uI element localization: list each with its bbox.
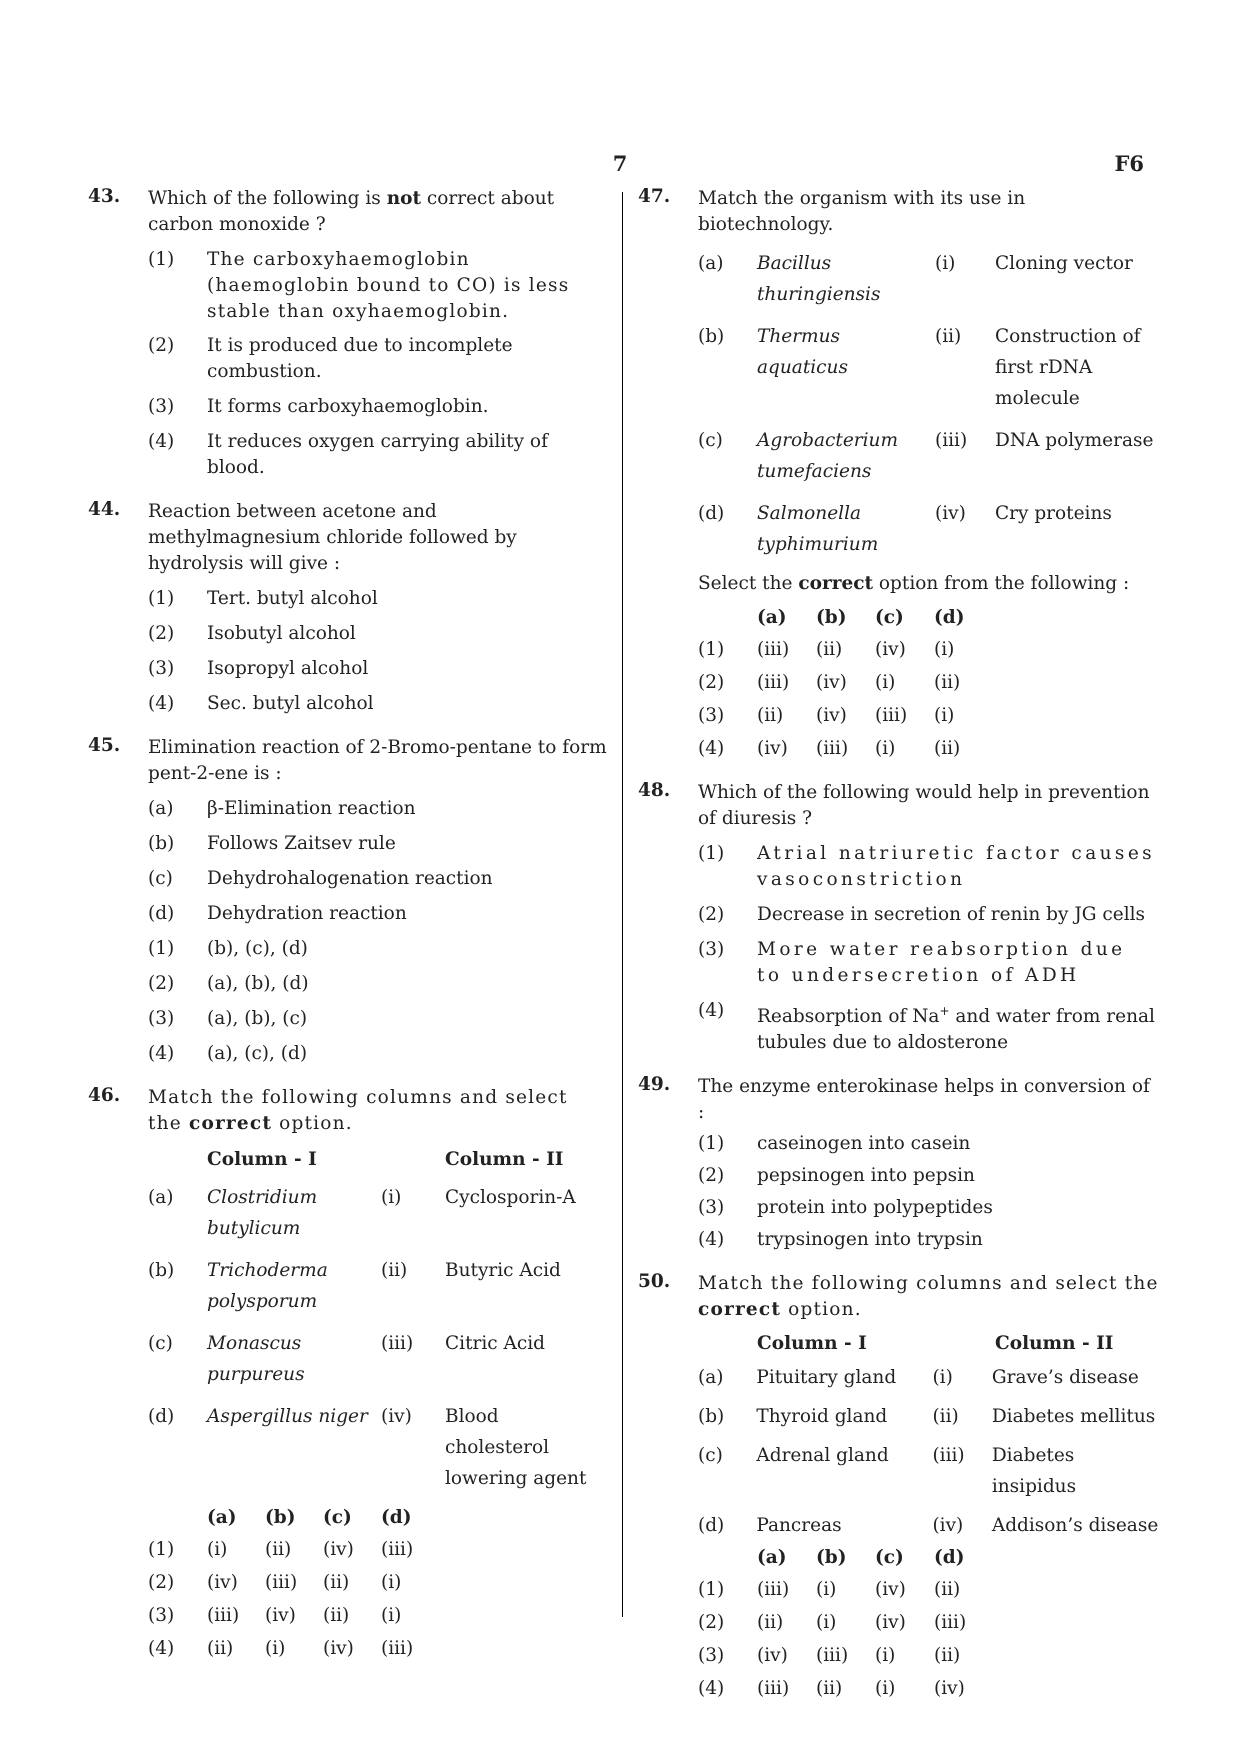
- match-left: Salmonella typhimurium: [757, 503, 879, 555]
- statement: [148, 866, 608, 892]
- option-label: (1): [698, 843, 725, 864]
- stem-emphasis: not: [386, 188, 422, 209]
- answer-option[interactable]: [698, 736, 1160, 762]
- answer-cell: (ii): [265, 1539, 292, 1560]
- match-right: Blood cholesterol lowering agent: [445, 1406, 587, 1489]
- question-stem: Which of the following would help in prevention of diuresis ?: [698, 782, 1150, 829]
- answer-col-header: (c): [875, 1547, 904, 1569]
- option-label: (1): [148, 249, 175, 270]
- option[interactable]: [148, 247, 608, 325]
- answer-col-header: (a): [207, 1507, 237, 1528]
- option[interactable]: [148, 429, 608, 481]
- option[interactable]: [698, 841, 1160, 893]
- answer-cell: (iv): [323, 1638, 354, 1659]
- stem-text: Match the following columns and select the: [148, 1087, 568, 1134]
- answer-option[interactable]: [698, 670, 1160, 696]
- statement-label: (a): [148, 798, 174, 819]
- match-right: Diabetes insipidus: [991, 1445, 1077, 1498]
- option-text: It forms carboxyhaemoglobin.: [207, 396, 489, 417]
- answer-grid: [698, 1545, 1160, 1702]
- statement-label: (d): [148, 903, 175, 924]
- answer-cell: (ii): [816, 1678, 843, 1700]
- option-text: caseinogen into casein: [757, 1133, 971, 1155]
- match-row: [698, 498, 1160, 560]
- match-row: [698, 321, 1160, 414]
- option-label: (2): [698, 672, 725, 693]
- question-47: [638, 186, 1160, 762]
- answer-cell: (iv): [757, 1645, 788, 1667]
- question-stem: [698, 1271, 1160, 1323]
- match-row: [698, 1510, 1160, 1541]
- answer-cell: (iii): [757, 672, 790, 693]
- question-stem: Reaction between acetone and methylmagnesium chloride followed by hydrolysis will give :: [148, 501, 517, 574]
- answer-option[interactable]: [148, 1570, 608, 1596]
- match-roman: (iv): [935, 503, 966, 524]
- match-row-label: (c): [148, 1333, 173, 1354]
- answer-cell: (i): [934, 639, 955, 660]
- answer-cell: (ii): [323, 1572, 350, 1593]
- answer-col-header: (c): [875, 607, 904, 628]
- option-text: Decrease in secretion of renin by JG cells: [757, 904, 1146, 925]
- answer-option[interactable]: [148, 1636, 608, 1662]
- match-roman: (iv): [381, 1406, 412, 1427]
- answer-cell: (i): [816, 1612, 837, 1634]
- option-label: (2): [148, 623, 175, 644]
- answer-grid: [148, 1505, 608, 1662]
- instruction-text: option from the following :: [873, 573, 1130, 594]
- left-column: [88, 186, 608, 1676]
- match-roman: (i): [932, 1367, 953, 1389]
- question-number: 46.: [88, 1085, 121, 1106]
- answer-cell: (iii): [381, 1638, 414, 1659]
- option[interactable]: [148, 621, 608, 647]
- option-label: (2): [698, 1612, 725, 1634]
- answer-cell: (i): [381, 1605, 402, 1626]
- match-row: [698, 248, 1160, 310]
- answer-cell: (ii): [934, 1645, 961, 1667]
- match-left: Bacillus thuringiensis: [757, 253, 881, 305]
- option-label: (3): [698, 939, 725, 960]
- answer-cell: (iv): [323, 1539, 354, 1560]
- match-row: [698, 425, 1160, 487]
- stem-text: correct about carbon monoxide ?: [148, 188, 555, 235]
- statement-text: Dehydrohalogenation reaction: [207, 868, 493, 889]
- answer-option[interactable]: [698, 703, 1160, 729]
- answer-cell: (iv): [875, 639, 906, 660]
- match-row: [698, 1401, 1160, 1432]
- page-number: 7: [612, 151, 628, 176]
- option-label: (4): [148, 1638, 175, 1659]
- option[interactable]: [148, 394, 608, 420]
- column-1-header: Column - I: [207, 1149, 317, 1170]
- match-roman: (iii): [381, 1333, 414, 1354]
- match-row: [698, 1440, 1160, 1502]
- match-right: Grave’s disease: [991, 1367, 1139, 1389]
- match-table: [698, 1362, 1160, 1541]
- match-right: Citric Acid: [445, 1333, 545, 1354]
- match-left: Monascus purpureus: [207, 1333, 305, 1385]
- match-roman: (ii): [935, 326, 962, 347]
- option[interactable]: [698, 1227, 1160, 1253]
- option-label: (4): [698, 1678, 725, 1700]
- answer-option[interactable]: [148, 1537, 608, 1563]
- answer-cell: (ii): [757, 705, 784, 726]
- match-right: DNA polymerase: [995, 430, 1154, 451]
- match-roman: (iii): [935, 430, 968, 451]
- option-text: (b), (c), (d): [207, 938, 308, 959]
- select-instruction: [698, 571, 1160, 597]
- question-46: [88, 1085, 608, 1662]
- stem-text: Which of the following is: [148, 188, 387, 209]
- match-row-label: (c): [698, 430, 723, 451]
- answer-option[interactable]: [698, 1610, 1160, 1636]
- match-column-headers: [148, 1149, 608, 1170]
- option-label: (4): [698, 1000, 725, 1021]
- answer-cell: (iii): [381, 1539, 414, 1560]
- answer-grid: [698, 605, 1160, 762]
- answer-cell: (iv): [875, 1579, 906, 1601]
- match-left: Agrobacterium tumefaciens: [757, 430, 899, 482]
- question-stem: Match the organism with its use in biotechnology.: [698, 188, 1026, 235]
- option[interactable]: [698, 1163, 1160, 1189]
- answer-cell: (iii): [207, 1605, 240, 1626]
- answer-col-header: (a): [757, 1547, 787, 1569]
- statement-text: Follows Zaitsev rule: [207, 833, 396, 854]
- option-text: It reduces oxygen carrying ability of blood.: [207, 431, 548, 478]
- option-label: (1): [698, 639, 725, 660]
- option-text: More water reabsorption due to undersecretion of ADH: [757, 939, 1126, 986]
- match-row: [698, 1362, 1160, 1393]
- option[interactable]: [148, 691, 608, 717]
- option[interactable]: [698, 1131, 1160, 1157]
- option-text: Isobutyl alcohol: [207, 623, 356, 644]
- question-number: 44.: [88, 499, 121, 520]
- match-roman: (ii): [381, 1260, 408, 1281]
- answer-cell: (i): [875, 1678, 896, 1700]
- question-number: 47.: [638, 186, 671, 207]
- option-text: [757, 1006, 1155, 1053]
- match-left: Clostridium butylicum: [207, 1187, 318, 1239]
- option-label: (2): [148, 973, 175, 994]
- option-label: (1): [148, 588, 175, 609]
- answer-cell: (i): [875, 738, 896, 759]
- match-left: Thermus aquaticus: [757, 326, 848, 378]
- answer-cell: (iv): [757, 738, 788, 759]
- match-row: [148, 1328, 608, 1390]
- question-stem: Elimination reaction of 2-Bromo-pentane to form pent-2-ene is :: [148, 737, 607, 784]
- answer-cell: (i): [934, 705, 955, 726]
- option-label: (4): [148, 693, 175, 714]
- option-label: (3): [698, 705, 725, 726]
- answer-cell: (ii): [757, 1612, 784, 1634]
- answer-cell: (i): [265, 1638, 286, 1659]
- option-label: (3): [148, 1605, 175, 1626]
- answer-cell: (iii): [757, 1678, 790, 1700]
- question-number: 45.: [88, 735, 121, 756]
- option-text: Atrial natriuretic factor causes vasoconstriction: [757, 843, 1156, 890]
- answer-header-row: [148, 1505, 608, 1531]
- stem-text: option.: [272, 1113, 353, 1134]
- option-label: (1): [698, 1133, 725, 1155]
- match-right: Addison’s disease: [991, 1515, 1159, 1537]
- option-text: (a), (c), (d): [207, 1043, 308, 1064]
- option[interactable]: [698, 1195, 1160, 1221]
- match-roman: (ii): [932, 1406, 959, 1428]
- question-45: [88, 735, 608, 1067]
- statement: [148, 831, 608, 857]
- option-label: (2): [698, 1165, 725, 1187]
- option-label: (1): [698, 1579, 725, 1601]
- option-text: It is produced due to incomplete combustion.: [207, 335, 513, 382]
- option-label: (2): [148, 1572, 175, 1593]
- answer-col-header: (c): [323, 1507, 352, 1528]
- answer-cell: (iv): [265, 1605, 296, 1626]
- option-text: pepsinogen into pepsin: [757, 1165, 975, 1187]
- answer-cell: (ii): [816, 639, 843, 660]
- answer-option[interactable]: [698, 1676, 1160, 1702]
- answer-option[interactable]: [148, 1603, 608, 1629]
- option[interactable]: [148, 656, 608, 682]
- answer-cell: (iii): [757, 1579, 790, 1601]
- option-label: (3): [698, 1197, 725, 1219]
- answer-cell: (iv): [816, 672, 847, 693]
- match-row-label: (d): [698, 1515, 725, 1537]
- match-right: Cloning vector: [995, 253, 1133, 274]
- match-row-label: (d): [148, 1406, 175, 1427]
- option-text: Tert. butyl alcohol: [207, 588, 378, 609]
- match-row-label: (a): [148, 1187, 174, 1208]
- answer-cell: (iii): [816, 1645, 849, 1667]
- option-label: (4): [698, 1229, 725, 1251]
- answer-cell: (iii): [816, 738, 849, 759]
- answer-header-row: [698, 1545, 1160, 1571]
- answer-col-header: (b): [816, 1547, 847, 1569]
- match-table: [148, 1182, 608, 1494]
- match-left: Adrenal gland: [756, 1445, 889, 1467]
- match-roman: (i): [381, 1187, 402, 1208]
- answer-cell: (ii): [934, 1579, 961, 1601]
- option-text-part: Reabsorption of Na: [757, 1006, 940, 1028]
- match-column-headers: [698, 1333, 1160, 1354]
- instruction-text: Select the: [698, 573, 799, 594]
- match-table: [698, 248, 1160, 560]
- answer-cell: (iii): [934, 1612, 967, 1634]
- answer-cell: (i): [875, 1645, 896, 1667]
- answer-col-header: (d): [934, 607, 965, 628]
- question-stem: [148, 186, 608, 238]
- option-label: (4): [148, 431, 175, 452]
- column-1-header: Column - I: [757, 1333, 867, 1355]
- match-row: [148, 1401, 608, 1494]
- stem-text: option.: [781, 1299, 862, 1321]
- option-label: (4): [148, 1043, 175, 1064]
- match-left: Pituitary gland: [756, 1367, 897, 1389]
- superscript: +: [939, 1004, 950, 1018]
- match-row-label: (c): [698, 1445, 723, 1467]
- answer-col-header: (b): [265, 1507, 296, 1528]
- answer-cell: (iv): [207, 1572, 238, 1593]
- stem-emphasis: correct: [188, 1113, 273, 1134]
- question-number: 48.: [638, 780, 671, 801]
- question-49: [638, 1074, 1160, 1253]
- question-stem: [148, 1085, 608, 1137]
- answer-col-header: (b): [816, 607, 847, 628]
- match-left: Trichoderma polysporum: [207, 1260, 328, 1312]
- statement-label: (b): [148, 833, 175, 854]
- match-right: Diabetes mellitus: [991, 1406, 1156, 1428]
- statement-label: (c): [148, 868, 173, 889]
- column-2-header: Column - II: [445, 1149, 564, 1170]
- option-text: Isopropyl alcohol: [207, 658, 369, 679]
- option-text: (a), (b), (c): [207, 1008, 308, 1029]
- question-number: 49.: [638, 1074, 671, 1096]
- answer-col-header: (d): [381, 1507, 412, 1528]
- answer-option[interactable]: [698, 1643, 1160, 1669]
- question-number: 43.: [88, 186, 121, 207]
- option-label: (3): [148, 1008, 175, 1029]
- set-code: F6: [1114, 151, 1144, 176]
- answer-col-header: (a): [757, 607, 787, 628]
- option[interactable]: [148, 586, 608, 612]
- option-label: (3): [698, 1645, 725, 1667]
- answer-cell: (i): [207, 1539, 228, 1560]
- match-roman: (iv): [932, 1515, 964, 1537]
- match-right: Cyclosporin-A: [445, 1187, 576, 1208]
- statement-text: β-Elimination reaction: [207, 798, 416, 819]
- statement: [148, 796, 608, 822]
- option-text: Sec. butyl alcohol: [207, 693, 374, 714]
- option-label: (3): [148, 658, 175, 679]
- answer-cell: (iii): [875, 705, 908, 726]
- option-label: (2): [148, 335, 175, 356]
- option[interactable]: [698, 937, 1160, 989]
- answer-cell: (ii): [207, 1638, 234, 1659]
- match-row-label: (b): [698, 326, 725, 347]
- match-row-label: (a): [698, 253, 724, 274]
- answer-cell: (iv): [934, 1678, 965, 1700]
- answer-header-row: [698, 605, 1160, 631]
- option-label: (1): [148, 938, 175, 959]
- option[interactable]: [148, 971, 608, 997]
- match-right: Cry proteins: [995, 503, 1112, 524]
- match-row-label: (b): [148, 1260, 175, 1281]
- option-label: (3): [148, 396, 175, 417]
- option-label: (1): [148, 1539, 175, 1560]
- stem-text: Match the following columns and select the: [698, 1273, 1159, 1295]
- match-row-label: (b): [698, 1406, 725, 1428]
- question-50: [638, 1271, 1160, 1702]
- match-right: Construction of first rDNA molecule: [995, 326, 1141, 409]
- option-text-part: and water from renal tubules due to aldosterone: [757, 1006, 1155, 1054]
- option-text: trypsinogen into trypsin: [757, 1229, 983, 1251]
- answer-cell: (iii): [265, 1572, 298, 1593]
- right-column: [638, 186, 1160, 1716]
- option-label: (4): [698, 738, 725, 759]
- match-roman: (i): [935, 253, 956, 274]
- answer-cell: (ii): [934, 738, 961, 759]
- answer-cell: (i): [381, 1572, 402, 1593]
- answer-option[interactable]: [698, 637, 1160, 663]
- answer-cell: (iv): [816, 705, 847, 726]
- answer-cell: (ii): [934, 672, 961, 693]
- answer-cell: (iv): [875, 1612, 906, 1634]
- question-43: [88, 186, 608, 481]
- option-text: protein into polypeptides: [757, 1197, 993, 1219]
- instruction-emphasis: correct: [798, 573, 874, 594]
- statement: [148, 901, 608, 927]
- answer-cell: (iii): [757, 639, 790, 660]
- answer-cell: (ii): [323, 1605, 350, 1626]
- option[interactable]: [698, 998, 1160, 1056]
- question-48: [638, 780, 1160, 1056]
- match-roman: (iii): [932, 1445, 965, 1467]
- question-number: 50.: [638, 1271, 671, 1293]
- option-text: (a), (b), (d): [207, 973, 309, 994]
- option[interactable]: [148, 1006, 608, 1032]
- column-2-header: Column - II: [995, 1333, 1114, 1355]
- option[interactable]: [148, 936, 608, 962]
- option[interactable]: [148, 333, 608, 385]
- question-stem: The enzyme enterokinase helps in conversion of :: [698, 1076, 1150, 1124]
- option[interactable]: [698, 902, 1160, 928]
- column-divider: [622, 192, 623, 1617]
- match-row: [148, 1255, 608, 1317]
- match-left: Aspergillus niger: [207, 1406, 368, 1427]
- option-text: The carboxyhaemoglobin (haemoglobin bound to CO) is less stable than oxyhaemoglobin.: [207, 249, 570, 322]
- question-44: [88, 499, 608, 717]
- match-left: Pancreas: [756, 1515, 842, 1537]
- answer-cell: (i): [816, 1579, 837, 1601]
- stem-emphasis: correct: [698, 1299, 782, 1321]
- answer-cell: (i): [875, 672, 896, 693]
- answer-option[interactable]: [698, 1577, 1160, 1603]
- option[interactable]: [148, 1041, 608, 1067]
- answer-col-header: (d): [934, 1547, 965, 1569]
- match-row-label: (d): [698, 503, 725, 524]
- match-row-label: (a): [698, 1367, 724, 1389]
- match-left: Thyroid gland: [756, 1406, 888, 1428]
- match-row: [148, 1182, 608, 1244]
- statement-text: Dehydration reaction: [207, 903, 407, 924]
- option-label: (2): [698, 904, 725, 925]
- match-right: Butyric Acid: [445, 1260, 561, 1281]
